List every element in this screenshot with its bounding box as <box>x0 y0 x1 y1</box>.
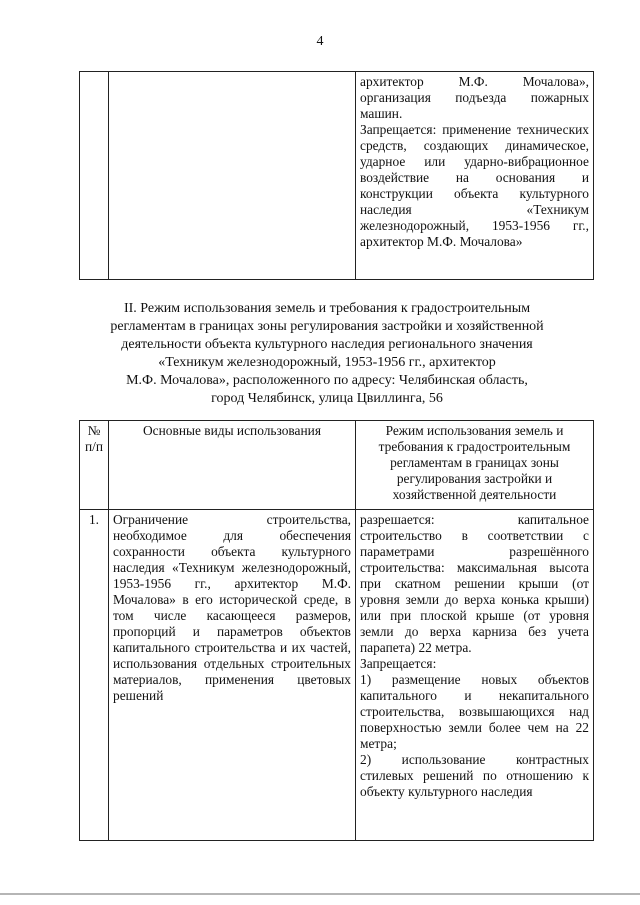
regime-paragraph: 1) размещение новых объектов капитального и некапитального строительства, возвышающихся над поверхностью земли более чем на 22 метра; <box>360 672 589 751</box>
continuation-table <box>79 71 594 280</box>
heading-line: город Челябинск, улица Цвиллинга, 56 <box>211 391 443 406</box>
table-header-row <box>80 421 594 510</box>
header-regime: Режим использования земель и требования к градостроительным регламентам в границах зоны регулирования застройки и хозяйственной деятельности <box>356 421 594 510</box>
table-cell-regime <box>356 510 594 841</box>
table-cell-regime <box>356 72 594 280</box>
uses-text: Ограничение строительства, необходимое для обеспечения сохранности объекта культурного наследия «Техникум железнодорожный, 1953-1956 гг., архитектор М.Ф. Мочалова» в его исторической среде, в том числе касающееся размеров, пропорций и параметров объектов капитального строительства и их частей, использования отдельных строительных материалов, применения цветовых решений <box>113 512 351 703</box>
regime-paragraph: Запрещается: применение технических средств, создающих динамическое, ударное или ударно-вибрационное воздействие на основания и конструкции объекта культурного наследия «Техникум железнодорожный, 1953-1956 гг., архитектор М.Ф. Мочалова» <box>360 122 589 249</box>
heading-line: регламентам в границах зоны регулирования застройки и хозяйственной <box>110 319 544 334</box>
table-row <box>80 510 594 841</box>
section-heading <box>84 300 570 408</box>
regime-paragraph: 2) использование контрастных стилевых решений по отношению к объекту культурного наследия <box>360 752 589 799</box>
heading-line: М.Ф. Мочалова», расположенного по адресу: Челябинская область, <box>126 373 528 388</box>
row-number: 1. <box>80 510 109 841</box>
heading-line: II. Режим использования земель и требования к градостроительным <box>123 301 531 316</box>
table-cell-number <box>80 72 109 280</box>
regime-paragraph: разрешается: капитальное строительство в соответствии с параметрами разрешённого строительства: максимальная высота при скатном решении крыши (от уровня земли до верха конька крыши) или при плоской крыше (от уровня земли до верха карниза без учета парапета) 22 метра. <box>360 512 589 655</box>
table-row <box>80 72 594 280</box>
heading-line: «Техникум железнодорожный, 1953-1956 гг., архитектор <box>158 355 496 370</box>
page-number: 4 <box>316 34 324 49</box>
page-bottom-rule <box>0 893 640 895</box>
header-number: № п/п <box>80 421 109 510</box>
regime-table <box>79 420 594 841</box>
table-cell-uses <box>109 72 356 280</box>
regime-paragraph: Запрещается: <box>360 656 437 671</box>
table-cell-uses <box>109 510 356 841</box>
heading-line: деятельности объекта культурного наследия регионального значения <box>121 337 533 352</box>
regime-paragraph: архитектор М.Ф. Мочалова», организация подъезда пожарных машин. <box>360 74 589 121</box>
header-uses: Основные виды использования <box>109 421 356 510</box>
